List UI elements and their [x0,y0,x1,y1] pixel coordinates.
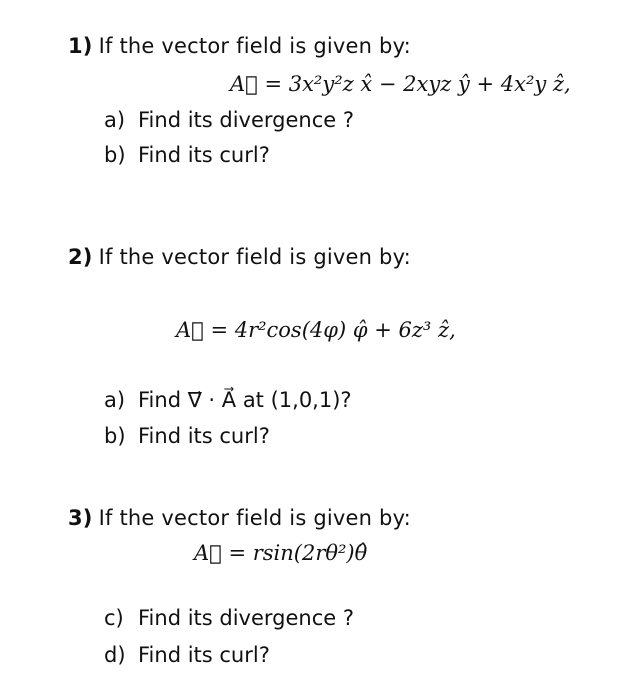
problem-2-part-b [104,424,270,448]
problem-2-number: 2) [68,245,93,269]
problem-3-equation: A⃗ = rsin(2rθ²)θ̂ [194,541,368,565]
problem-3-heading [68,506,411,530]
problem-1-part-b [104,143,270,167]
problem-1-equation: A⃗ = 3x²y²z x̂ − 2xyz ŷ + 4x²y ẑ, [230,72,571,96]
problem-1-title: If the vector field is given by: [98,34,411,58]
problem-3-part-c-letter: c) [104,606,124,630]
problem-2-part-a [104,388,352,412]
problem-3-part-d-text: Find its curl? [138,643,270,667]
problem-3-part-d [104,643,270,667]
problem-2-heading [68,245,411,269]
problem-2-part-a-letter: a) [104,388,126,412]
problem-3-part-d-letter: d) [104,643,126,667]
problem-1-heading [68,34,411,58]
problem-1-part-b-letter: b) [104,143,126,167]
problem-2-part-b-text: Find its curl? [138,424,270,448]
problem-1-part-a-text: Find its divergence ? [138,108,355,132]
problem-1-part-a-letter: a) [104,108,126,132]
problem-1-part-b-text: Find its curl? [138,143,270,167]
problem-1-number: 1) [68,34,93,58]
problem-1-part-a [104,108,354,132]
problem-3-title: If the vector field is given by: [98,506,411,530]
problem-2-part-b-letter: b) [104,424,126,448]
problem-2-title: If the vector field is given by: [98,245,411,269]
problem-2-equation: A⃗ = 4r²cos(4φ) φ̂ + 6z³ ẑ, [176,318,456,342]
problem-3-number: 3) [68,506,93,530]
problem-3-part-c-text: Find its divergence ? [138,606,355,630]
problem-2-part-a-text: Find ∇⃗ · A⃗ at (1,0,1)? [138,388,352,412]
problem-3-part-c [104,606,354,630]
